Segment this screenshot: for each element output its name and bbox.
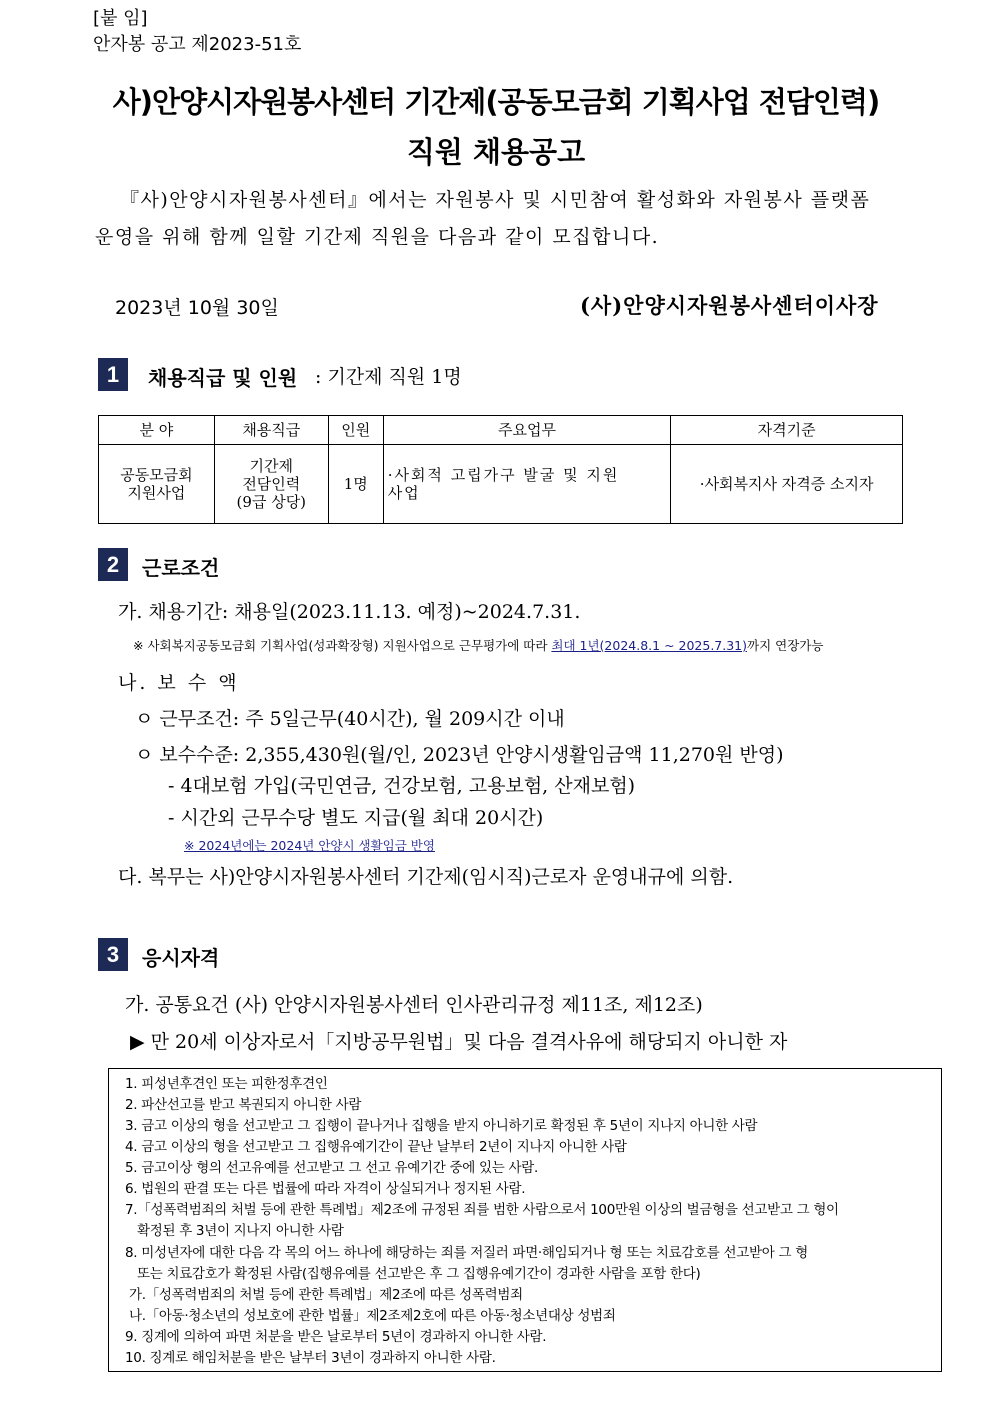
table-row: [99, 445, 903, 524]
list-item: 10. 징계로 해임처분을 받은 날부터 3년이 경과하지 아니한 사람.: [125, 1350, 496, 1366]
intro-line-2: 운영을 위해 함께 일할 기간제 직원을 다음과 같이 모집합니다.: [95, 226, 660, 248]
cell-duty: ·사회적 고립가구 발굴 및 지원 사업: [383, 445, 671, 524]
section-1-summary: : 기간제 직원 1명: [315, 366, 462, 388]
pay-heading: 나. 보 수 액: [118, 672, 240, 694]
section-1-number: 1: [98, 358, 128, 391]
list-item: 가.「성폭력범죄의 처벌 등에 관한 특례법」제2조에 따른 성폭력범죄: [125, 1287, 523, 1303]
list-item: 5. 금고이상 형의 선고유예를 선고받고 그 선고 유예기간 중에 있는 사람.: [125, 1160, 538, 1176]
period-note: [133, 636, 823, 654]
col-header-grade: 채용직급: [214, 416, 328, 445]
overtime-info: - 시간외 근무수당 별도 지급(월 최대 20시간): [168, 807, 544, 829]
disqualification-list: [108, 1068, 942, 1372]
list-item: 2. 파산선고를 받고 복권되지 아니한 사람: [125, 1097, 362, 1113]
list-item: 3. 금고 이상의 형을 선고받고 그 집행이 끝나거나 집행을 받지 아니하기로 확정된 후 5년이 지나지 아니한 사람: [125, 1118, 758, 1134]
duty-rule: 다. 복무는 사)안양시자원봉사센터 기간제(임시직)근로자 운영내규에 의함.: [118, 866, 734, 888]
insurance-info: - 4대보험 가입(국민연금, 건강보험, 고용보험, 산재보험): [168, 775, 636, 797]
list-item: 확정된 후 3년이 지나지 아니한 사람: [125, 1223, 344, 1239]
section-2-number: 2: [98, 548, 128, 581]
section-1-title: 채용직급 및 인원: [148, 366, 298, 390]
list-item: 7.「성폭력범죄의 처벌 등에 관한 특례법」제2조에 규정된 죄를 범한 사람으로서 100만원 이상의 벌금형을 선고받고 그 형이: [125, 1202, 839, 1218]
list-item: 8. 미성년자에 대한 다음 각 목의 어느 하나에 해당하는 죄를 저질러 파면·해임되거나 형 또는 치료감호를 선고받아 그 형: [125, 1245, 808, 1261]
col-header-qualification: 자격기준: [671, 416, 903, 445]
recruitment-table: [98, 415, 903, 524]
age-requirement: ▶ 만 20세 이상자로서「지방공무원법」및 다음 결격사유에 해당되지 아니한 자: [130, 1031, 788, 1053]
cell-field: 공동모금회 지원사업: [99, 445, 215, 524]
col-header-count: 인원: [328, 416, 383, 445]
list-item: 4. 금고 이상의 형을 선고받고 그 집행유예기간이 끝난 날부터 2년이 지나지 아니한 사람: [125, 1139, 627, 1155]
cell-count: 1명: [328, 445, 383, 524]
section-3-title: 응시자격: [142, 946, 220, 970]
list-item: 9. 징계에 의하여 파면 처분을 받은 날로부터 5년이 경과하지 아니한 사람.: [125, 1329, 547, 1345]
section-3-number: 3: [98, 938, 128, 971]
period-note-tail: 까지 연장가능: [747, 638, 824, 653]
cell-qualification: ·사회복지사 자격증 소지자: [671, 445, 903, 524]
notice-date: 2023년 10월 30일: [115, 297, 279, 319]
col-header-duty: 주요업무: [383, 416, 671, 445]
cell-grade: 기간제 전담인력 (9급 상당): [214, 445, 328, 524]
list-item: 나.「아동·청소년의 성보호에 관한 법률」제2조제2호에 따른 아동·청소년대상 성범죄: [125, 1308, 616, 1324]
pay-level: ㅇ 보수수준: 2,355,430원(월/인, 2023년 안양시생활임금액 11,270원 반영): [135, 744, 784, 766]
attachment-tag: [붙 임]: [93, 8, 148, 29]
issuer-name: (사)안양시자원봉사센터이사장: [580, 293, 879, 318]
wage-note: ※ 2024년에는 2024년 안양시 생활임금 반영: [184, 838, 435, 853]
col-header-field: 분 야: [99, 416, 215, 445]
common-requirements: 가. 공통요건 (사) 안양시자원봉사센터 인사관리규정 제11조, 제12조): [125, 994, 703, 1016]
section-2-title: 근로조건: [142, 556, 220, 580]
page-subtitle: 직원 채용공고: [406, 135, 586, 169]
list-item: 1. 피성년후견인 또는 피한정후견인: [125, 1076, 328, 1092]
notice-number: 안자봉 공고 제2023-51호: [93, 34, 302, 55]
employment-period: 가. 채용기간: 채용일(2023.11.13. 예정)~2024.7.31.: [118, 601, 581, 623]
list-item: 6. 법원의 판결 또는 다른 법률에 따라 자격이 상실되거나 정지된 사람.: [125, 1181, 526, 1197]
list-item: 또는 치료감호가 확정된 사람(집행유예를 선고받은 후 그 집행유예기간이 경과한 사람을 포함 한다): [125, 1266, 701, 1282]
intro-line-1: 『사)안양시자원봉사센터』에서는 자원봉사 및 시민참여 활성화와 자원봉사 플랫폼: [120, 189, 871, 211]
page-title: 사)안양시자원봉사센터 기간제(공동모금회 기획사업 전담인력): [112, 85, 880, 119]
table-header-row: [99, 416, 903, 445]
period-note-extension: 최대 1년(2024.8.1 ~ 2025.7.31): [551, 638, 748, 653]
period-note-text: ※ 사회복지공동모금회 기획사업(성과확장형) 지원사업으로 근무평가에 따라: [133, 638, 552, 653]
work-conditions: ㅇ 근무조건: 주 5일근무(40시간), 월 209시간 이내: [135, 708, 565, 730]
